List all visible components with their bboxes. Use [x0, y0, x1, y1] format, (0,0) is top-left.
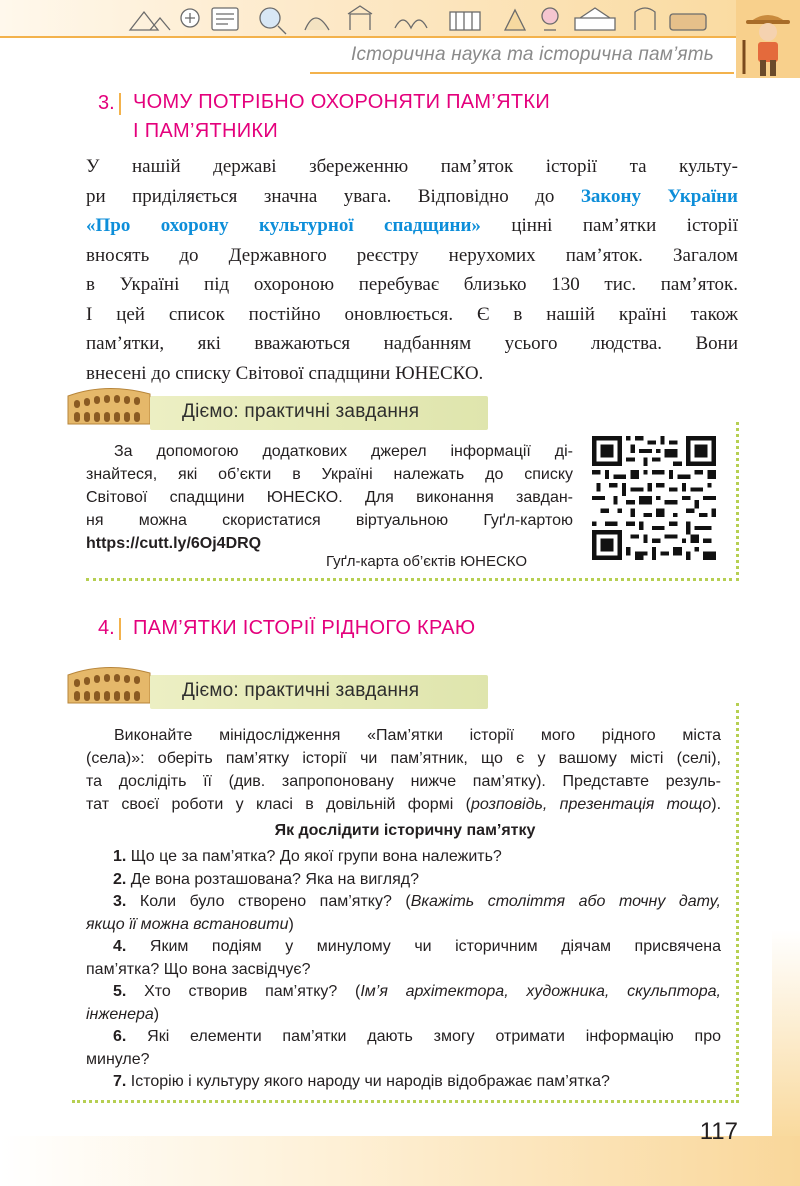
question-text: )	[153, 1005, 160, 1023]
paragraph-line: внесені до списку Світової спадщини ЮНЕСКО.	[86, 362, 484, 384]
header-rule	[310, 72, 734, 74]
colosseum-icon	[66, 659, 152, 705]
paragraph-line	[86, 211, 738, 241]
question-italic: інженера	[86, 1005, 154, 1023]
question-item-cont: минуле?	[86, 1050, 150, 1068]
question-item-cont	[86, 1004, 721, 1027]
question-item	[86, 869, 721, 892]
explorer-figure-icon	[736, 0, 800, 78]
section-4-title: ПАМ’ЯТКИ ІСТОРІЇ РІДНОГО КРАЮ	[133, 617, 476, 639]
colosseum-icon	[66, 380, 152, 426]
section-4-number: 4.	[98, 617, 115, 639]
research-heading-text: Як дослідити історичну пам’ятку	[274, 822, 536, 839]
bottom-decor-band	[0, 1136, 800, 1186]
question-item-cont: пам’ятка? Що вона засвідчує?	[86, 960, 311, 978]
question-text: Яким подіям у минулому чи історичним діячам присвячена	[126, 938, 721, 955]
question-item	[86, 1026, 721, 1049]
activity-2-text-part: ).	[711, 796, 722, 813]
activity-2-italic: розповідь, презентація тощо	[470, 796, 712, 813]
question-italic: Ім’я архітектора, художника, скульптора,	[360, 983, 721, 1000]
qr-code-icon[interactable]	[592, 436, 716, 560]
activity-1-text	[86, 440, 573, 555]
paragraph-line: І цей список постійно оновлюється. Є в нашій країні також	[86, 303, 738, 325]
question-number: 5.	[113, 983, 127, 1000]
question-text: )	[288, 915, 294, 933]
activity-2-line	[86, 793, 721, 816]
paragraph-line: вносять до Державного реєстру нерухомих пам’яток. Загалом	[86, 244, 738, 266]
section-3-marker	[119, 93, 121, 115]
qr-caption: Гуґл-карта об’єктів ЮНЕСКО	[326, 553, 528, 570]
activity-2-line: (села)»: оберіть пам’ятку історії чи пам’ятник, що є у вашому місті (селі),	[86, 750, 721, 767]
unesco-map-link[interactable]: https://cutt.ly/6Oj4DRQ	[86, 535, 262, 552]
running-header: Історична наука та історична пам’ять	[350, 44, 714, 65]
paragraph-line: в Україні під охороною перебуває близько 130 тис. пам’яток.	[86, 274, 738, 295]
question-number: 3.	[113, 893, 127, 910]
law-title-part2: «Про охорону культурної спадщини»	[86, 215, 481, 236]
question-item	[86, 981, 721, 1004]
paragraph-text: ри приділяється значна увага. Відповідно до	[86, 185, 581, 207]
activity-1-line: знайтеся, які об’єкти в Україні належать до списку	[86, 466, 573, 483]
section-3-number: 3.	[98, 92, 115, 114]
question-text: Де вона розташована? Яка на вигляд?	[126, 870, 419, 888]
question-text: Хто створив пам’ятку? (	[126, 983, 361, 1000]
question-item	[86, 936, 721, 959]
question-number: 7.	[113, 1073, 127, 1090]
section-3-title-line1: ЧОМУ ПОТРІБНО ОХОРОНЯТИ ПАМ’ЯТКИ	[133, 91, 551, 113]
question-text: Коли було створено пам’ятку? (	[126, 893, 411, 910]
question-number: 6.	[113, 1028, 127, 1045]
question-number: 4.	[113, 938, 127, 955]
question-text: Які елементи пам’ятки дають змогу отримати інформацію про	[126, 1028, 721, 1045]
section-3-title-line2: І ПАМ’ЯТНИКИ	[133, 120, 279, 142]
question-italic: якщо її можна встановити	[86, 915, 289, 933]
section-3-title	[133, 88, 550, 146]
activity-2-line: Виконайте мінідослідження «Пам’ятки історії мого рідного міста	[114, 727, 721, 744]
research-questions	[86, 846, 721, 1094]
top-rule	[0, 36, 736, 38]
question-number: 1.	[113, 848, 127, 865]
activity-1-line: Світової спадщини ЮНЕСКО. Для виконання завдан-	[86, 489, 573, 506]
activity-1-line: ня можна скористатися віртуальною Гуґл-картою	[86, 512, 573, 529]
question-text: Що це за пам’ятка? До якої групи вона належить?	[126, 848, 502, 865]
law-title-part1: Закону України	[580, 185, 739, 207]
activity-2-text	[86, 724, 721, 816]
page-number: 117	[699, 1118, 738, 1145]
activity-banner-1-label: Діємо: практичні завдання	[182, 401, 420, 422]
question-text: Історію і культуру якого народу чи народів відображає пам’ятка?	[126, 1073, 610, 1090]
activity-2-text-part: тат своєї роботи у класі в довільній формі (	[86, 796, 471, 813]
section-4-marker	[119, 618, 121, 640]
paragraph-line	[86, 182, 738, 212]
activity-2-line: та дослідіть її (див. запропоновану нижче пам’ятку). Представте резуль-	[86, 773, 721, 790]
history-doodles-icon	[120, 0, 720, 36]
paragraph-line: У нашій державі збереженню пам’яток історії та культу-	[86, 156, 738, 177]
right-decor-band	[772, 930, 800, 1140]
main-paragraph	[86, 152, 738, 388]
paragraph-line: пам’ятки, які вважаються надбанням усього людства. Вони	[86, 333, 738, 354]
activity-banner-2-label: Діємо: практичні завдання	[182, 680, 420, 701]
question-item	[86, 891, 721, 914]
paragraph-text: цінні пам’ятки історії	[480, 215, 738, 236]
question-item-cont	[86, 914, 721, 937]
research-heading	[0, 822, 800, 840]
question-italic: Вкажіть століття або точну дату,	[410, 893, 722, 910]
question-item	[86, 846, 721, 869]
activity-1-line: За допомогою додаткових джерел інформації ді-	[114, 443, 573, 460]
question-number: 2.	[113, 870, 127, 888]
question-item	[86, 1071, 721, 1094]
